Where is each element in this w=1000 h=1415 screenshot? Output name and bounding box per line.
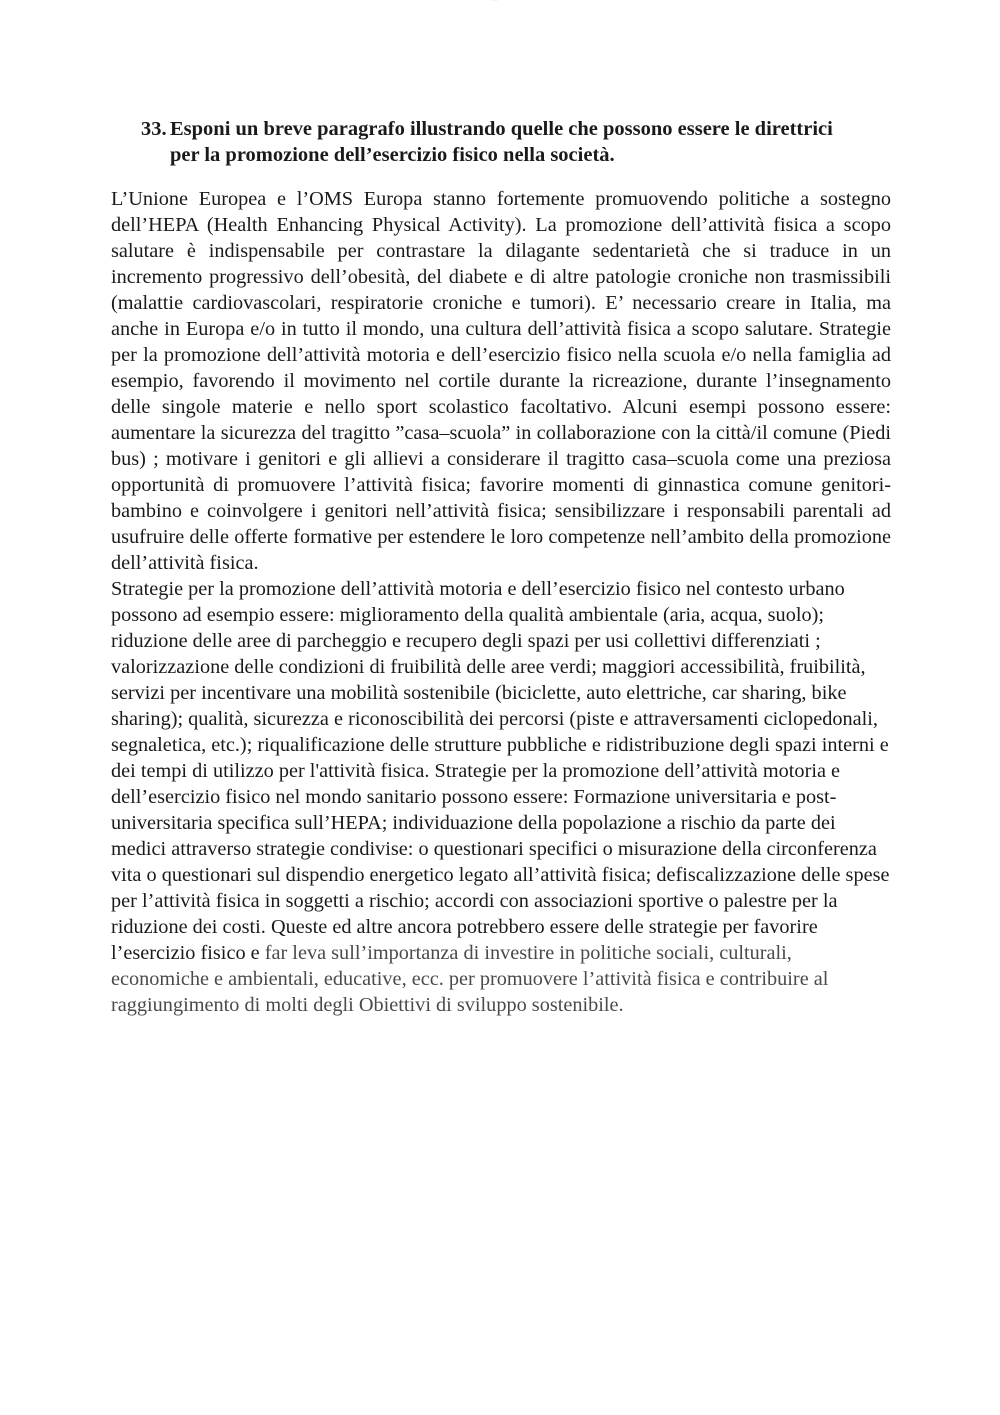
question-number: 33. bbox=[141, 118, 167, 140]
page-header-mark: ······· bbox=[491, 0, 498, 2]
answer-paragraph-2-end: far leva sull’importanza di investire in politiche sociali, culturali, economiche e ambientali, educative, ecc. per promuovere l’attività fisica e contribuire al raggiungimento di molti degli Obiettivi di sviluppo sostenibile. bbox=[111, 942, 829, 1016]
answer-paragraph-1: L’Unione Europea e l’OMS Europa stanno fortemente promuovendo politiche a sostegno dell’HEPA (Health Enhancing Physical Activity). La promozione dell’attività fisica a scopo salutare è indispensabile per contrastare la dilagante sedentarietà che si traduce in un incremento progressivo dell’obesità, del diabete e di altre patologie croniche non trasmissibili (malattie cardiovascolari, respiratorie croniche e tumori). E’ necessario creare in Italia, ma anche in Europa e/o in tutto il mondo, una cultura dell’attività fisica a scopo salutare. Strategie per la promozione dell’attività motoria e dell’esercizio fisico nella scuola e/o nella famiglia ad esempio, favorendo il movimento nel cortile durante la ricreazione, durante l’insegnamento delle singole materie e nello sport scolastico facoltativo. Alcuni esempi possono essere: aumentare la sicurezza del tragitto ”casa–scuola” in collaborazione con la città/il comune (Piedi bus) ; motivare i genitori e gli allievi a considerare il tragitto casa–scuola come una preziosa opportunità di promuovere l’attività fisica; favorire momenti di ginnastica comune genitori-bambino e coinvolgere i genitori nell’attività fisica; sensibilizzare i responsabili parentali ad usufruire delle offerte formative per estendere le loro competenze nell’ambito della promozione dell’attività fisica. bbox=[111, 188, 891, 574]
question-text: Esponi un breve paragrafo illustrando quelle che possono essere le direttrici per la promozione dell’esercizio fisico nella società. bbox=[170, 118, 833, 166]
answer-paragraph-2-main: Strategie per la promozione dell’attività motoria e dell’esercizio fisico nel contesto urbano possono ad esempio essere: miglioramento della qualità ambientale (aria, acqua, suolo); riduzione delle aree di parcheggio e recupero degli spazi per usi collettivi differenziati ; valorizzazione delle condizioni di fruibilità delle aree verdi; maggiori accessibilità, fruibilità, servizi per incentivare una mobilità sostenibile (biciclette, auto elettriche, car sharing, bike sharing); qualità, sicurezza e riconoscibilità dei percorsi (piste e attraversamenti ciclopedonali, segnaletica, etc.); riqualificazione delle strutture pubbliche e ridistribuzione degli spazi interni e dei tempi di utilizzo per l'attività fisica. Strategie per la promozione dell’attività motoria e dell’esercizio fisico nel mondo sanitario possono essere: Formazione universitaria e post-universitaria specifica sull’HEPA; individuazione della popolazione a rischio da parte dei medici attraverso strategie condivise: o questionari specifici o misurazione della circonferenza vita o questionari sul dispendio energetico legato all’attività fisica; defiscalizzazione delle spese per l’attività fisica in soggetti a rischio; accordi con associazioni sportive o palestre per la riduzione dei costi. Queste ed altre ancora potrebbero essere delle strategie per favorire l’esercizio fisico e bbox=[111, 578, 890, 964]
answer-paragraph-2 bbox=[111, 576, 891, 1018]
answer-body bbox=[111, 186, 891, 1018]
question-heading bbox=[141, 116, 841, 168]
